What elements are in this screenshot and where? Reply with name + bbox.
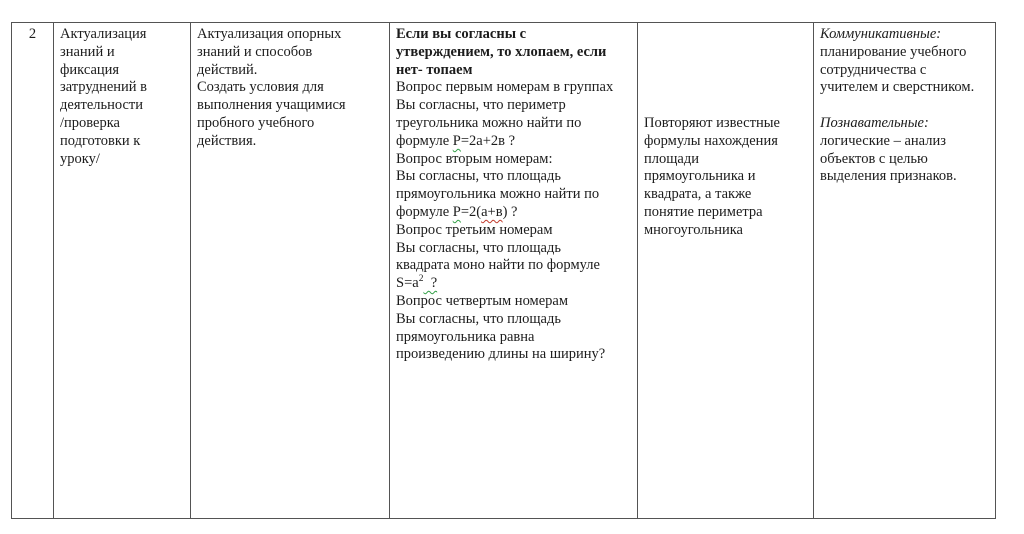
teacher-activity-line: $S=а^2$ ? bbox=[396, 274, 438, 292]
teacher-activity-line: произведению длины на ширину? bbox=[396, 346, 606, 363]
objectives-line: действий. bbox=[197, 61, 258, 78]
stage-line: Актуализация bbox=[60, 26, 147, 42]
objectives-line: выполнения учащимися bbox=[197, 97, 346, 114]
stage-line: фиксация bbox=[60, 61, 120, 78]
teacher-activity-line: прямоугольника равна bbox=[396, 328, 535, 345]
teacher-activity-line: утверждением, то хлопаем, если bbox=[396, 43, 607, 60]
student-activity-line: прямоугольника и bbox=[644, 168, 756, 185]
row-number-line: 2 bbox=[28, 26, 37, 42]
teacher-activity-line: Вопрос вторым номерам: bbox=[396, 150, 553, 167]
teacher-activity-line: квадрата моно найти по формуле bbox=[396, 257, 600, 274]
student-activity-line: квадрата, а также bbox=[644, 186, 752, 203]
teacher-activity-line: Вы согласны, что периметр bbox=[396, 97, 566, 114]
objectives-line: Создать условия для bbox=[197, 79, 324, 96]
teacher-activity-line: прямоугольника можно найти по bbox=[396, 186, 600, 203]
stage-line: деятельности bbox=[60, 97, 144, 114]
stage-line: уроку/ bbox=[60, 150, 100, 167]
objectives-line: действия. bbox=[197, 132, 257, 149]
stage-line: подготовки к bbox=[60, 132, 141, 149]
uud-line: сотрудничества с bbox=[820, 61, 927, 78]
teacher-activity-line: Если вы согласны с bbox=[396, 26, 527, 42]
teacher-activity-line: Вы согласны, что площадь bbox=[396, 239, 561, 256]
stage-line: /проверка bbox=[60, 114, 120, 131]
uud-line: учителем и сверстником. bbox=[820, 79, 975, 96]
teacher-activity-cell bbox=[390, 23, 638, 518]
uud-cell bbox=[814, 23, 997, 518]
stage-cell bbox=[54, 23, 191, 518]
student-activity-line: многоугольника bbox=[644, 221, 743, 238]
teacher-activity-line: Вы согласны, что площадь bbox=[396, 168, 561, 185]
lesson-plan-table bbox=[11, 22, 996, 519]
uud-line: планирование учебного bbox=[820, 43, 967, 60]
uud-line: объектов с целью bbox=[820, 150, 928, 167]
teacher-activity-line: формуле Р=2(а+в) ? bbox=[396, 203, 518, 220]
uud-line: Познавательные: bbox=[820, 114, 929, 131]
teacher-activity-line: Вопрос первым номерам в группах bbox=[396, 79, 614, 96]
uud-line: выделения признаков. bbox=[820, 168, 957, 185]
student-activity-cell bbox=[638, 23, 814, 518]
teacher-activity-line: Вопрос четвертым номерам bbox=[396, 292, 569, 309]
student-activity-line: площади bbox=[644, 150, 699, 167]
student-activity-line: понятие периметра bbox=[644, 203, 763, 220]
objectives-line: знаний и способов bbox=[197, 43, 313, 60]
teacher-activity-line: нет- топаем bbox=[396, 61, 473, 78]
objectives-line: Актуализация опорных bbox=[197, 26, 342, 42]
uud-line: Коммуникативные: bbox=[820, 26, 942, 42]
stage-line: знаний и bbox=[60, 43, 115, 60]
student-activity-line: формулы нахождения bbox=[644, 132, 778, 149]
stage-line: затруднений в bbox=[60, 79, 148, 96]
uud-line bbox=[820, 97, 992, 115]
teacher-activity-line: Вопрос третьим номерам bbox=[396, 221, 553, 238]
student-activity-line: Повторяют известные bbox=[644, 115, 780, 131]
teacher-activity-line: Вы согласны, что площадь bbox=[396, 310, 561, 327]
uud-line: логические – анализ bbox=[820, 132, 946, 149]
teacher-activity-line: треугольника можно найти по bbox=[396, 114, 582, 131]
objectives-line: пробного учебного bbox=[197, 114, 315, 131]
teacher-activity-line: формуле Р=2а+2в ? bbox=[396, 132, 516, 149]
objectives-cell bbox=[191, 23, 390, 518]
row-number-cell bbox=[12, 23, 54, 518]
